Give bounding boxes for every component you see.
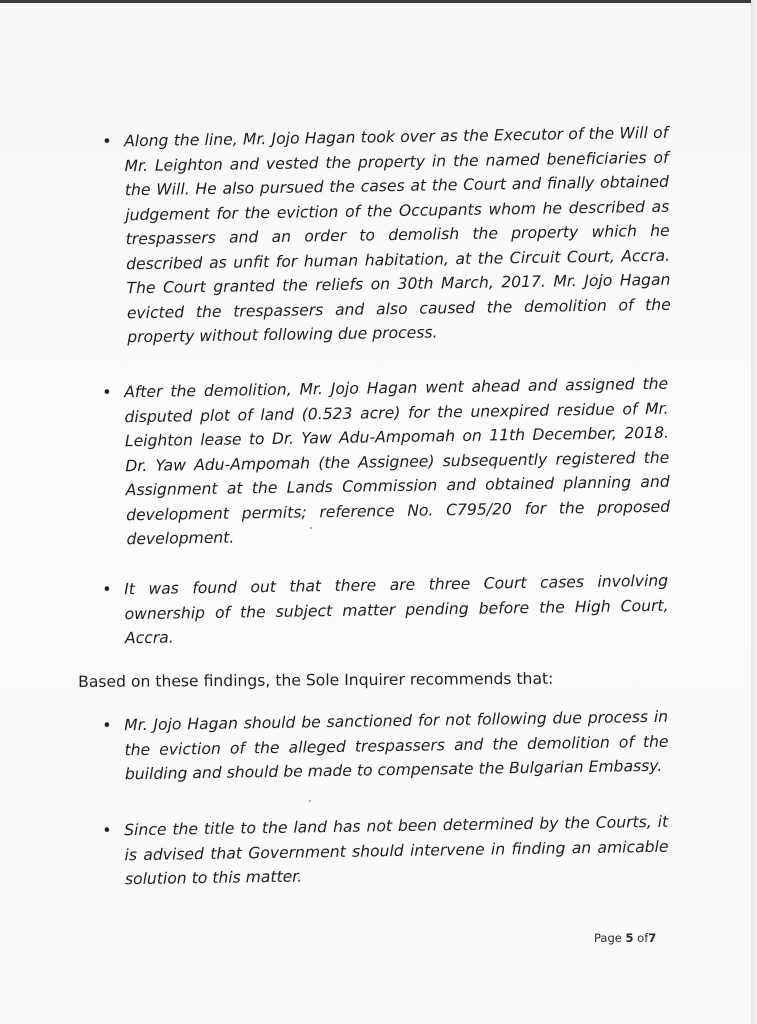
- page-number: [594, 931, 656, 945]
- finding-item: [78, 121, 671, 351]
- bullet-icon: •: [102, 579, 112, 599]
- finding-item: [78, 371, 671, 552]
- recommendation-item: [78, 810, 669, 893]
- recommendation-text: Since the title to the land has not been determined by the Courts, it is advised that Government should intervene in finding an amicable solution to this matter.: [124, 812, 669, 889]
- bullet-icon: •: [102, 131, 112, 151]
- bullet-icon: •: [102, 820, 112, 840]
- page-top-edge: [0, 0, 757, 3]
- page-content: [78, 123, 671, 893]
- findings-list: [78, 123, 671, 652]
- page-right-edge: [751, 0, 757, 1024]
- total-pages: 7: [648, 931, 657, 945]
- bullet-icon: •: [102, 714, 112, 735]
- finding-text: Along the line, Mr. Jojo Hagan took over as the Executor of the Will of Mr. Leighton and vested the property in the named beneficiaries of the Will. He also pursued the cases at the Court and finally obtained judgement for the eviction of the Occupants whom he described as trespassers and an order to demolish the property which he described as unfit for human habitation, at the Circuit Court, Accra. The Court granted the reliefs on 30th March, 2017. Mr. Jojo Hagan evicted the trespassers and also caused the demolition of the property without following due process.: [124, 123, 671, 347]
- recommendation-item: [78, 704, 669, 787]
- bullet-icon: •: [102, 381, 112, 402]
- recommendation-text: Mr. Jojo Hagan should be sanctioned for not following due process in the eviction of the alleged trespassers and the demolition of the building and should be made to compensate the Bulgarian Embassy.: [124, 707, 669, 783]
- recommendations-intro: Based on these findings, the Sole Inquirer recommends that:: [78, 669, 554, 691]
- finding-item: [78, 569, 669, 652]
- speck-mark: [309, 800, 311, 802]
- recommendations-list: [78, 707, 669, 893]
- current-page: 5: [625, 931, 634, 945]
- finding-text: It was found out that there are three Court cases involving ownership of the subject matter pending before the High Court, Accra.: [124, 571, 669, 648]
- of-word: of: [637, 931, 649, 945]
- page-word: Page: [594, 931, 622, 945]
- speck-mark: [310, 527, 312, 529]
- finding-text: After the demolition, Mr. Jojo Hagan went ahead and assigned the disputed plot of land (0.523 acre) for the unexpired residue of Mr. Leighton lease to Dr. Yaw Adu-Ampomah on 11th December, 2018. Dr. Yaw Adu-Ampomah (the Assignee) subsequently registered the Assignment at the Lands Commission and obtained planning and development permits; reference No. C795/20 for the proposed development.: [124, 374, 671, 548]
